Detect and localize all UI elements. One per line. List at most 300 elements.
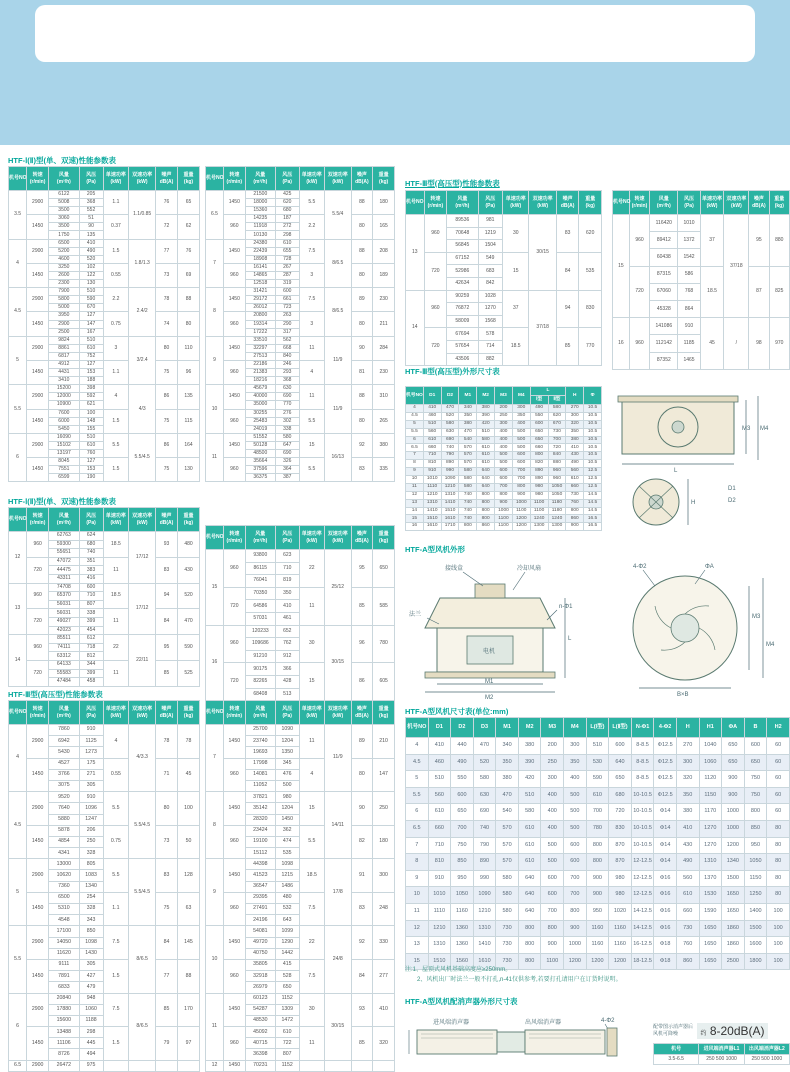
dim-cell: 1310 bbox=[428, 937, 451, 954]
flow-cell: 35664 bbox=[245, 458, 275, 466]
noise-cell bbox=[351, 1060, 373, 1071]
rpm-cell: 1450 bbox=[223, 725, 245, 759]
header-cell: 双速功率 (kW) bbox=[325, 167, 351, 191]
header-cell: 噪声 dB(A) bbox=[351, 701, 373, 725]
dim-cell: 650 bbox=[722, 754, 745, 771]
dim-cell: 250 bbox=[495, 412, 513, 420]
dim-cell: 750 bbox=[451, 837, 474, 854]
flow-cell: 29172 bbox=[245, 296, 275, 304]
header-cell: D1 bbox=[428, 718, 451, 738]
dim-cell: 80 bbox=[767, 870, 790, 887]
weight-cell: 380 bbox=[373, 433, 395, 457]
pressure-cell: 127 bbox=[79, 360, 103, 368]
header-cell: L(Ⅱ型) bbox=[609, 718, 632, 738]
dim-cell: 300 bbox=[512, 405, 530, 413]
flow-cell: 4912 bbox=[49, 360, 80, 368]
dim-cell: Φ12.5 bbox=[654, 771, 677, 788]
dim-cell: 440 bbox=[451, 738, 474, 755]
dim-cell: 980 bbox=[530, 491, 548, 499]
dual-power-cell: 8/6.5 bbox=[129, 993, 156, 1060]
dim-cell: 14-12.5 bbox=[631, 903, 654, 920]
rpm-cell: 960 bbox=[223, 825, 245, 859]
header-cell: 转速 (r/min) bbox=[27, 508, 49, 532]
dim-cell: 660 bbox=[428, 820, 451, 837]
dim-cell: 900 bbox=[541, 937, 564, 954]
dim-cell: 890 bbox=[530, 468, 548, 476]
rpm-cell: 2900 bbox=[27, 993, 49, 1027]
dim-cell: 740 bbox=[459, 507, 477, 515]
power-cell: 30 bbox=[503, 215, 529, 253]
dim-cell: 1240 bbox=[548, 515, 566, 523]
rpm-cell: 1450 bbox=[223, 792, 245, 826]
pressure-cell: 398 bbox=[79, 385, 103, 393]
dim-cell: 550 bbox=[530, 412, 548, 420]
dim-cell: 580 bbox=[473, 771, 496, 788]
flow-cell: 23740 bbox=[245, 736, 275, 747]
rpm-cell: 1450 bbox=[27, 1027, 49, 1061]
dim-cell: 100 bbox=[767, 920, 790, 937]
header-cell: L bbox=[530, 387, 566, 396]
dim-cell: 600 bbox=[541, 870, 564, 887]
dim-cell: 990 bbox=[441, 468, 459, 476]
flow-cell: 15600 bbox=[49, 1015, 80, 1026]
flow-cell: 10130 bbox=[245, 231, 275, 239]
header-cell: 风量 (m³/h) bbox=[245, 526, 275, 550]
dim-cell: 870 bbox=[609, 837, 632, 854]
pressure-cell: 428 bbox=[275, 675, 299, 688]
dim-cell: 710 bbox=[428, 837, 451, 854]
noise-cell: 75 bbox=[156, 360, 178, 384]
dim-cell: 710 bbox=[423, 452, 441, 460]
dim-cell: 250 500 1000 bbox=[699, 1055, 744, 1065]
rpm-cell: 720 bbox=[223, 587, 245, 625]
dim-cell: 520 bbox=[473, 754, 496, 771]
dim-cell: 580 bbox=[459, 483, 477, 491]
pressure-cell: 683 bbox=[478, 265, 503, 278]
noise-cell: 84 bbox=[156, 609, 178, 635]
dim-cell: 500 bbox=[541, 837, 564, 854]
size-cell: 16 bbox=[613, 318, 630, 370]
pressure-cell: 621 bbox=[79, 401, 103, 409]
flow-cell: 2600 bbox=[49, 271, 80, 279]
power-cell: 11 bbox=[299, 336, 325, 360]
dim-cell: 380 bbox=[496, 771, 519, 788]
size-cell: 4.5 bbox=[9, 288, 27, 337]
dual-power-cell: 11/9 bbox=[325, 385, 351, 434]
rpm-cell: 960 bbox=[27, 635, 49, 661]
dim-cell: 1050 bbox=[548, 491, 566, 499]
dim-cell: 570 bbox=[496, 854, 519, 871]
rpm-cell: 960 bbox=[223, 215, 245, 239]
dim-cell: 910 bbox=[423, 468, 441, 476]
dual-power-cell: 5.5/4 bbox=[325, 191, 351, 240]
pressure-cell: 510 bbox=[79, 433, 103, 441]
power-cell: 18.5 bbox=[103, 532, 129, 558]
power-cell: 1.5 bbox=[103, 239, 129, 263]
flow-cell: 91210 bbox=[245, 650, 275, 663]
power-cell: 1.5 bbox=[103, 1027, 129, 1061]
dim-cell: 730 bbox=[496, 953, 519, 970]
header-cell: M1 bbox=[496, 718, 519, 738]
rpm-cell: 1450 bbox=[27, 360, 49, 384]
flow-cell: 56031 bbox=[49, 609, 80, 618]
flow-cell: 21383 bbox=[245, 369, 275, 377]
power-cell: 1.5 bbox=[103, 959, 129, 993]
flow-cell: 10620 bbox=[49, 870, 80, 881]
header-cell: D2 bbox=[451, 718, 474, 738]
flow-cell: 3250 bbox=[49, 263, 80, 271]
dim-cell: 950 bbox=[586, 903, 609, 920]
noise-cell: 85 bbox=[351, 1027, 373, 1061]
dim-cell: 650 bbox=[722, 738, 745, 755]
flow-cell: 7900 bbox=[49, 288, 80, 296]
dim-cell: 500 bbox=[564, 787, 587, 804]
pressure-cell: 690 bbox=[275, 393, 299, 401]
dim-cell: 790 bbox=[441, 452, 459, 460]
flow-cell: 35142 bbox=[245, 803, 275, 814]
power-cell: 30 bbox=[299, 993, 325, 1027]
dim-h-label: H bbox=[691, 500, 696, 506]
pressure-cell: 850 bbox=[79, 926, 103, 937]
dim-cell: 500 bbox=[564, 820, 587, 837]
size-cell: 8 bbox=[206, 288, 224, 337]
pressure-cell: 610 bbox=[79, 441, 103, 449]
dim-l-label-a: L bbox=[568, 636, 572, 642]
dual-power-cell: 16/13 bbox=[325, 433, 351, 482]
flow-cell: 86115 bbox=[245, 562, 275, 575]
weight-cell: 970 bbox=[769, 318, 789, 370]
dim-cell: 1650 bbox=[699, 937, 722, 954]
dim-cell: 80 bbox=[767, 887, 790, 904]
dim-cell: 6 bbox=[406, 436, 424, 444]
dim-cell: 340 bbox=[496, 738, 519, 755]
dim-cell: 1090 bbox=[473, 887, 496, 904]
dual-power-cell: 25/12 bbox=[325, 550, 351, 626]
pressure-cell: 1504 bbox=[478, 240, 503, 253]
dim-cell: 18-12.5 bbox=[631, 953, 654, 970]
pressure-cell: 668 bbox=[275, 344, 299, 352]
rpm-cell: 960 bbox=[629, 318, 649, 370]
flow-cell: 21500 bbox=[245, 191, 275, 199]
dim-cell: 800 bbox=[518, 920, 541, 937]
dim-cell: 510 bbox=[423, 420, 441, 428]
weight-cell: 300 bbox=[373, 859, 395, 893]
flow-cell: 11620 bbox=[49, 948, 80, 959]
dim-cell: 1560 bbox=[451, 953, 474, 970]
dual-power-cell: 37/18 bbox=[724, 215, 749, 318]
pressure-cell: 326 bbox=[275, 458, 299, 466]
header-cell: 机号 bbox=[654, 1044, 699, 1055]
dim-cell: 60 bbox=[767, 738, 790, 755]
dim-cell: 6.5 bbox=[406, 444, 424, 452]
pressure-cell: 344 bbox=[79, 660, 103, 669]
weight-cell: 165 bbox=[373, 215, 395, 239]
weight-cell: 430 bbox=[177, 557, 199, 583]
dual-power-cell: 17/8 bbox=[325, 859, 351, 926]
dim-cell: 1270 bbox=[699, 837, 722, 854]
dim-cell: 1210 bbox=[441, 483, 459, 491]
weight-cell: 330 bbox=[373, 926, 395, 960]
dim-cell: 560 bbox=[423, 428, 441, 436]
header-cell: 转速 (r/min) bbox=[223, 526, 245, 550]
pressure-cell: 1542 bbox=[678, 249, 700, 266]
dim-cell: 14.5 bbox=[584, 491, 602, 499]
noise-cell: 84 bbox=[351, 959, 373, 993]
weight-cell: 88 bbox=[177, 959, 199, 993]
dim-cell: 860 bbox=[566, 515, 584, 523]
dim-cell: 14.5 bbox=[584, 507, 602, 515]
pressure-cell: 592 bbox=[79, 393, 103, 401]
pressure-cell: 425 bbox=[275, 191, 299, 199]
weight-cell: 880 bbox=[769, 215, 789, 267]
dim-cell: 700 bbox=[495, 483, 513, 491]
dim-cell: 610 bbox=[428, 804, 451, 821]
flow-cell: 23424 bbox=[245, 825, 275, 836]
dim-cell: 1010 bbox=[428, 887, 451, 904]
dim-cell: 700 bbox=[512, 476, 530, 484]
pressure-cell: 590 bbox=[79, 296, 103, 304]
dim-cell: 380 bbox=[676, 804, 699, 821]
rpm-cell: 1450 bbox=[223, 926, 245, 960]
dim-cell: 800 bbox=[512, 483, 530, 491]
noise-cell: 75 bbox=[156, 892, 178, 926]
flow-cell: 15102 bbox=[49, 441, 80, 449]
weight-cell: 830 bbox=[579, 290, 602, 328]
pressure-cell: 580 bbox=[275, 433, 299, 441]
flow-cell: 15112 bbox=[245, 848, 275, 859]
weight-cell: 97 bbox=[177, 1027, 199, 1061]
header-cell: 机号NO bbox=[9, 701, 27, 725]
dim-cell: 560 bbox=[676, 870, 699, 887]
dual-power-cell: 4/3 bbox=[129, 385, 156, 434]
size-cell: 4.5 bbox=[9, 792, 27, 859]
header-cell: H bbox=[566, 387, 584, 405]
dim-cell: 1510 bbox=[441, 507, 459, 515]
dim-l-label: L bbox=[674, 468, 678, 474]
dim-cell: 13 bbox=[406, 499, 424, 507]
dim-cell: 4.5 bbox=[406, 754, 429, 771]
dim-cell: 300 bbox=[495, 420, 513, 428]
flow-cell: 47484 bbox=[49, 678, 80, 687]
header-cell: H bbox=[676, 718, 699, 738]
pressure-cell: 153 bbox=[79, 466, 103, 474]
silencer-section bbox=[405, 1006, 790, 1062]
dim-cell: 580 bbox=[496, 870, 519, 887]
flow-cell: 120233 bbox=[245, 625, 275, 638]
dim-cell: 640 bbox=[518, 887, 541, 904]
header-cell: H2 bbox=[767, 718, 790, 738]
header-cell: D2 bbox=[441, 387, 459, 405]
header-cell: ΦA bbox=[722, 718, 745, 738]
pressure-cell: 1486 bbox=[275, 881, 299, 892]
dim-cell: 990 bbox=[473, 870, 496, 887]
weight-cell: 335 bbox=[373, 458, 395, 482]
noise-cell: 77 bbox=[156, 959, 178, 993]
noise-cell: 80 bbox=[351, 312, 373, 336]
dim-cell: 1270 bbox=[699, 820, 722, 837]
dim-cell: 600 bbox=[564, 854, 587, 871]
dim-cell: 1110 bbox=[423, 483, 441, 491]
motor-label: 电机 bbox=[482, 649, 496, 655]
dim-cell: 10-10.5 bbox=[631, 820, 654, 837]
pressure-cell: 910 bbox=[678, 318, 700, 335]
rpm-cell: 960 bbox=[223, 312, 245, 336]
dim-cell: 900 bbox=[512, 491, 530, 499]
pressure-cell: 1204 bbox=[275, 736, 299, 747]
dual-power-cell: 30/15 bbox=[529, 215, 556, 291]
flow-cell: 4854 bbox=[49, 836, 80, 847]
dim-cell: 410 bbox=[566, 444, 584, 452]
noise-cell: 80 bbox=[351, 263, 373, 287]
flow-cell: 18216 bbox=[245, 377, 275, 385]
hp-perf-table-2 bbox=[612, 190, 790, 370]
pressure-cell: 630 bbox=[275, 385, 299, 393]
section-title-a-outline: HTF-A型风机外形 bbox=[405, 545, 465, 554]
power-cell: 18.5 bbox=[299, 859, 325, 893]
dim-cell: 380 bbox=[518, 738, 541, 755]
dim-cell: 200 bbox=[541, 738, 564, 755]
notes-block bbox=[405, 966, 790, 985]
flow-cell: 4341 bbox=[49, 848, 80, 859]
dim-cell: 740 bbox=[459, 515, 477, 523]
weight-cell bbox=[373, 1060, 395, 1071]
weight-cell: 115 bbox=[177, 409, 199, 433]
rpm-cell: 960 bbox=[223, 409, 245, 433]
power-cell bbox=[299, 1060, 325, 1071]
dim-cell: 980 bbox=[530, 483, 548, 491]
pressure-cell: 454 bbox=[79, 626, 103, 635]
dim-cell: 540 bbox=[496, 804, 519, 821]
pressure-cell: 1098 bbox=[275, 859, 299, 870]
flow-cell: 11106 bbox=[49, 1038, 80, 1049]
dim-cell: 540 bbox=[459, 436, 477, 444]
dim-cell: 10 bbox=[406, 476, 424, 484]
noise-cell: 95 bbox=[351, 550, 373, 588]
dim-cell: 960 bbox=[548, 476, 566, 484]
flow-cell: 56031 bbox=[49, 600, 80, 609]
weight-cell: 590 bbox=[177, 635, 199, 661]
flow-cell: 24196 bbox=[245, 915, 275, 926]
flow-cell: 15200 bbox=[49, 385, 80, 393]
pressure-cell: 532 bbox=[275, 904, 299, 915]
dim-cell: 270 bbox=[566, 405, 584, 413]
dim-cell: 570 bbox=[459, 460, 477, 468]
flow-cell: 8861 bbox=[49, 344, 80, 352]
flow-cell: 57654 bbox=[447, 340, 478, 353]
dim-cell: Φ14 bbox=[654, 854, 677, 871]
dim-cell: 60 bbox=[767, 804, 790, 821]
dim-cell: 1090 bbox=[441, 476, 459, 484]
noise-cell: 80 bbox=[156, 792, 178, 826]
dim-cell: 470 bbox=[473, 738, 496, 755]
dim-cell: 900 bbox=[722, 787, 745, 804]
pressure-cell: 510 bbox=[79, 336, 103, 344]
dim-cell: 11 bbox=[406, 483, 424, 491]
flow-cell: 47072 bbox=[49, 557, 80, 566]
pressure-cell: 722 bbox=[275, 1038, 299, 1049]
header-cell: 双速功率 (kW) bbox=[724, 191, 749, 215]
dim-cell: 1200 bbox=[564, 953, 587, 970]
weight-cell: 62 bbox=[177, 215, 199, 239]
pressure-cell: 410 bbox=[79, 239, 103, 247]
pressure-cell: 317 bbox=[275, 328, 299, 336]
noise-cell: 72 bbox=[156, 215, 178, 239]
noise-cell: 74 bbox=[156, 312, 178, 336]
outlet-silencer-label: 出风端消声器 bbox=[525, 1020, 562, 1026]
flow-cell: 45092 bbox=[245, 1027, 275, 1038]
pressure-cell: 710 bbox=[79, 592, 103, 601]
pressure-cell: 1309 bbox=[275, 1004, 299, 1015]
pressure-cell: 187 bbox=[275, 215, 299, 223]
flow-cell: 19693 bbox=[245, 747, 275, 758]
noise-cell: 86 bbox=[156, 433, 178, 457]
weight-cell: 147 bbox=[373, 758, 395, 792]
dim-cell: 570 bbox=[496, 837, 519, 854]
header-cell: 风压 (Pa) bbox=[678, 191, 700, 215]
cooling-fan-label: 冷却风扇 bbox=[517, 566, 542, 572]
pressure-cell: 1270 bbox=[478, 303, 503, 316]
header-cell: 风压 (Pa) bbox=[79, 167, 103, 191]
flow-cell: 37821 bbox=[245, 792, 275, 803]
pressure-cell: 1152 bbox=[275, 1060, 299, 1071]
top-white-card bbox=[35, 5, 755, 62]
flow-cell: 13488 bbox=[49, 1027, 80, 1038]
dim-cell: 500 bbox=[541, 854, 564, 871]
flow-cell: 41523 bbox=[245, 870, 275, 881]
rpm-cell: 1450 bbox=[223, 191, 245, 215]
dim-cell: 640 bbox=[609, 754, 632, 771]
noise-cell: 92 bbox=[351, 926, 373, 960]
pressure-cell: 338 bbox=[275, 425, 299, 433]
flow-cell: 82265 bbox=[245, 675, 275, 688]
pressure-cell: 752 bbox=[79, 352, 103, 360]
flow-cell: 24380 bbox=[245, 239, 275, 247]
flow-cell: 3075 bbox=[49, 780, 80, 791]
pressure-cell: 807 bbox=[79, 600, 103, 609]
dim-cell: 600 bbox=[495, 468, 513, 476]
flow-cell: 62763 bbox=[49, 532, 80, 541]
dim-cell: 8-8.5 bbox=[631, 771, 654, 788]
dim-cell: Φ16 bbox=[654, 887, 677, 904]
header-cell: M1 bbox=[459, 387, 477, 405]
flow-cell: 3410 bbox=[49, 377, 80, 385]
dim-cell: 800 bbox=[495, 491, 513, 499]
dim-cell: 1000 bbox=[512, 499, 530, 507]
noise-cell: 87 bbox=[749, 266, 769, 318]
dim-cell: 1200 bbox=[609, 953, 632, 970]
power-cell: 15 bbox=[299, 663, 325, 701]
dim-cell: 400 bbox=[495, 436, 513, 444]
flow-cell: 6833 bbox=[49, 982, 80, 993]
dim-cell: 350 bbox=[459, 412, 477, 420]
pressure-cell: 51 bbox=[79, 215, 103, 223]
dim-cell: 490 bbox=[566, 460, 584, 468]
dim-cell: 400 bbox=[495, 428, 513, 436]
header-cell: 双速功率 (kW) bbox=[325, 701, 351, 725]
flow-cell: 74708 bbox=[49, 583, 80, 592]
weight-cell: 80 bbox=[177, 312, 199, 336]
header-cell: M4 bbox=[564, 718, 587, 738]
dim-cell: 720 bbox=[609, 804, 632, 821]
flow-cell: 19314 bbox=[245, 320, 275, 328]
power-cell: 0.37 bbox=[103, 215, 129, 239]
pressure-cell: 368 bbox=[79, 199, 103, 207]
dim-cell: 7 bbox=[406, 452, 424, 460]
pressure-cell: 479 bbox=[79, 982, 103, 993]
dim-cell: 1210 bbox=[473, 903, 496, 920]
header-cell: 风压 (Pa) bbox=[275, 526, 299, 550]
flow-cell: 5878 bbox=[49, 825, 80, 836]
